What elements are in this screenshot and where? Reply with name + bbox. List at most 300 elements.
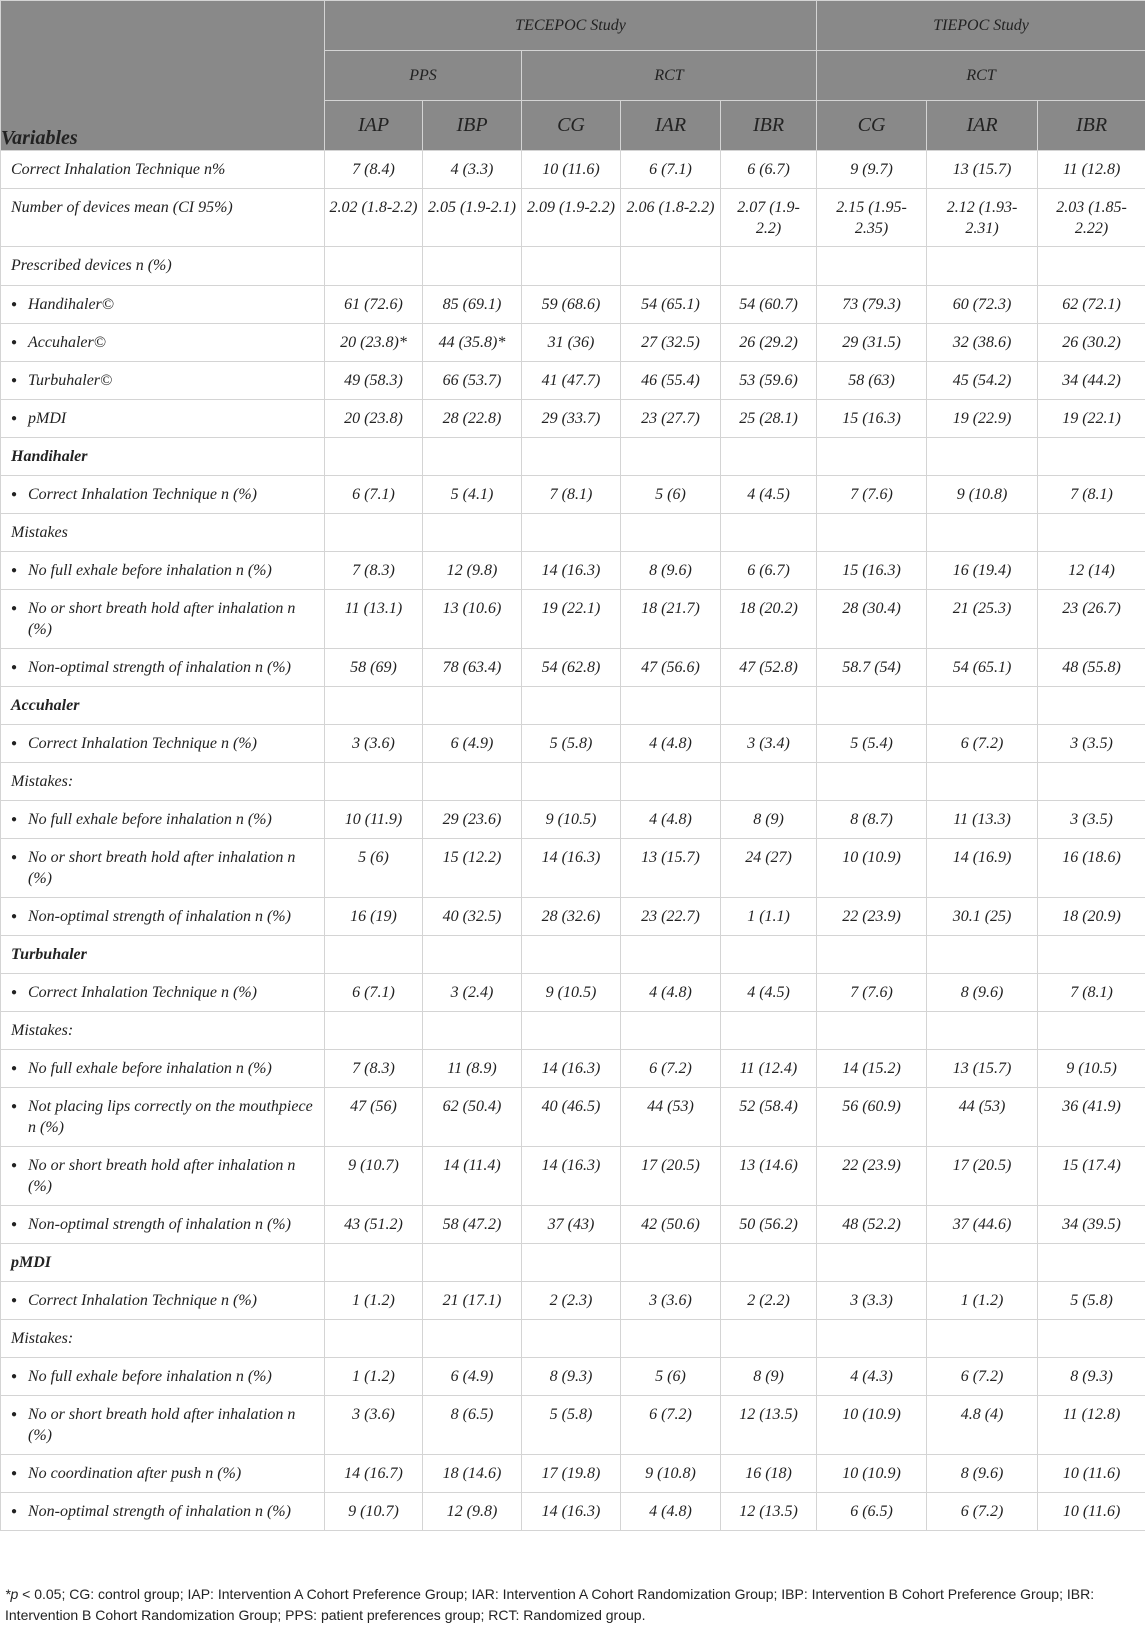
table-cell: 14 (11.4) — [423, 1147, 522, 1206]
table-cell: 14 (15.2) — [817, 1050, 927, 1088]
table-cell: 15 (17.4) — [1038, 1147, 1145, 1206]
table-cell: 48 (52.2) — [817, 1206, 927, 1244]
table-cell: 62 (72.1) — [1038, 286, 1145, 324]
table-cell — [522, 687, 621, 725]
table-row — [1, 839, 1145, 898]
table-cell: 2.02 (1.8-2.2) — [325, 189, 423, 247]
table-cell: 54 (65.1) — [621, 286, 721, 324]
table-cell: 22 (23.9) — [817, 898, 927, 936]
table-cell: 8 (6.5) — [423, 1396, 522, 1455]
table-cell: 8 (9.6) — [927, 1455, 1038, 1493]
table-cell: 7 (8.1) — [1038, 974, 1145, 1012]
table-cell — [927, 1012, 1038, 1050]
row-label: ● No full exhale before inhalation n (%) — [1, 552, 325, 590]
table-cell: 58.7 (54) — [817, 649, 927, 687]
table-cell: 11 (12.8) — [1038, 1396, 1145, 1455]
table-cell — [621, 763, 721, 801]
table-cell — [817, 1244, 927, 1282]
table-cell: 3 (3.6) — [621, 1282, 721, 1320]
row-label: ● No or short breath hold after inhalation n (%) — [1, 590, 325, 649]
table-cell: 5 (5.8) — [1038, 1282, 1145, 1320]
column-header-ibp — [423, 101, 522, 151]
table-cell — [927, 438, 1038, 476]
table-cell: 8 (9.6) — [927, 974, 1038, 1012]
table-cell — [721, 514, 817, 552]
table-cell: 48 (55.8) — [1038, 649, 1145, 687]
table-cell — [1038, 514, 1145, 552]
row-label: ● Accuhaler© — [1, 324, 325, 362]
table-cell: 16 (19.4) — [927, 552, 1038, 590]
table-cell: 19 (22.9) — [927, 400, 1038, 438]
table-row — [1, 974, 1145, 1012]
table-cell: 10 (11.6) — [1038, 1455, 1145, 1493]
table-cell — [817, 1320, 927, 1358]
table-cell: 16 (18) — [721, 1455, 817, 1493]
table-cell: 10 (10.9) — [817, 839, 927, 898]
table-cell — [927, 1320, 1038, 1358]
table-cell: 2.07 (1.9-2.2) — [721, 189, 817, 247]
row-label: ● Handihaler© — [1, 286, 325, 324]
table-cell — [721, 247, 817, 286]
table-cell: 47 (56) — [325, 1088, 423, 1147]
table-cell: 9 (10.5) — [1038, 1050, 1145, 1088]
table-cell: 6 (7.1) — [325, 974, 423, 1012]
column-header-cg — [522, 101, 621, 151]
table-cell: 73 (79.3) — [817, 286, 927, 324]
section-heading: Handihaler — [1, 438, 325, 476]
table-cell: 46 (55.4) — [621, 362, 721, 400]
table-cell: 12 (9.8) — [423, 1493, 522, 1531]
table-cell: 3 (3.6) — [325, 725, 423, 763]
row-label: ● Turbuhaler© — [1, 362, 325, 400]
column-header-cg — [817, 101, 927, 151]
table-cell — [621, 687, 721, 725]
table-row — [1, 189, 1145, 247]
subgroup-header-pps — [325, 51, 522, 101]
table-cell — [1038, 247, 1145, 286]
row-label: ● pMDI — [1, 400, 325, 438]
table-cell: 9 (10.7) — [325, 1493, 423, 1531]
table-cell: 30.1 (25) — [927, 898, 1038, 936]
table-cell: 44 (35.8)* — [423, 324, 522, 362]
table-cell: 37 (44.6) — [927, 1206, 1038, 1244]
table-cell: 10 (10.9) — [817, 1396, 927, 1455]
table-cell: 34 (44.2) — [1038, 362, 1145, 400]
table-cell: 18 (21.7) — [621, 590, 721, 649]
table-cell — [817, 687, 927, 725]
table-cell: 12 (13.5) — [721, 1396, 817, 1455]
table-cell: 14 (16.3) — [522, 1147, 621, 1206]
table-cell: 6 (4.9) — [423, 1358, 522, 1396]
table-cell — [1038, 1320, 1145, 1358]
table-cell: 6 (7.1) — [621, 151, 721, 189]
table-row — [1, 286, 1145, 324]
table-cell: 2.12 (1.93-2.31) — [927, 189, 1038, 247]
table-cell: 44 (53) — [927, 1088, 1038, 1147]
table-cell: 3 (3.5) — [1038, 801, 1145, 839]
table-cell: 43 (51.2) — [325, 1206, 423, 1244]
table-row — [1, 1282, 1145, 1320]
table-cell: 14 (16.3) — [522, 552, 621, 590]
table-cell — [927, 514, 1038, 552]
table-cell — [721, 936, 817, 974]
table-cell: 28 (22.8) — [423, 400, 522, 438]
table-cell: 26 (29.2) — [721, 324, 817, 362]
table-cell — [325, 936, 423, 974]
table-cell: 13 (15.7) — [927, 1050, 1038, 1088]
table-cell — [325, 1244, 423, 1282]
table-cell: 23 (22.7) — [621, 898, 721, 936]
table-cell — [423, 514, 522, 552]
table-footnote — [5, 1584, 1140, 1626]
table-cell: 28 (30.4) — [817, 590, 927, 649]
table-cell: 85 (69.1) — [423, 286, 522, 324]
table-cell: 7 (7.6) — [817, 974, 927, 1012]
table-cell: 44 (53) — [621, 1088, 721, 1147]
table-cell: 21 (25.3) — [927, 590, 1038, 649]
table-cell: 2 (2.2) — [721, 1282, 817, 1320]
table-cell: 15 (12.2) — [423, 839, 522, 898]
table-cell: 2.06 (1.8-2.2) — [621, 189, 721, 247]
table-cell: 1 (1.2) — [325, 1358, 423, 1396]
table-cell: 49 (58.3) — [325, 362, 423, 400]
table-row — [1, 247, 1145, 286]
column-header-label: IBR — [752, 114, 785, 136]
table-cell: 47 (52.8) — [721, 649, 817, 687]
table-cell — [817, 1012, 927, 1050]
row-label: Mistakes: — [1, 1320, 325, 1358]
table-cell — [621, 1320, 721, 1358]
table-cell: 7 (8.1) — [1038, 476, 1145, 514]
table-cell: 13 (14.6) — [721, 1147, 817, 1206]
column-header-iap — [325, 101, 423, 151]
table-cell: 13 (10.6) — [423, 590, 522, 649]
table-cell: 8 (9) — [721, 801, 817, 839]
table-row — [1, 514, 1145, 552]
table-cell: 5 (4.1) — [423, 476, 522, 514]
table-cell — [325, 514, 423, 552]
table-cell: 40 (32.5) — [423, 898, 522, 936]
table-cell: 45 (54.2) — [927, 362, 1038, 400]
table-cell: 14 (16.3) — [522, 1493, 621, 1531]
table-cell: 13 (15.7) — [927, 151, 1038, 189]
subgroup-header-tiepoc-rct-label: RCT — [966, 66, 996, 84]
table-cell: 62 (50.4) — [423, 1088, 522, 1147]
table-cell: 18 (20.2) — [721, 590, 817, 649]
table-cell: 60 (72.3) — [927, 286, 1038, 324]
row-label: Mistakes: — [1, 1012, 325, 1050]
table-cell — [721, 1320, 817, 1358]
table-cell: 14 (16.9) — [927, 839, 1038, 898]
row-label: Mistakes — [1, 514, 325, 552]
table-row — [1, 1358, 1145, 1396]
subgroup-header-tiepoc-rct — [817, 51, 1145, 101]
table-cell: 2.05 (1.9-2.1) — [423, 189, 522, 247]
table-cell: 6 (7.2) — [927, 1358, 1038, 1396]
table-cell: 18 (20.9) — [1038, 898, 1145, 936]
table-cell: 6 (6.5) — [817, 1493, 927, 1531]
table-cell: 24 (27) — [721, 839, 817, 898]
table-cell: 9 (10.8) — [621, 1455, 721, 1493]
table-cell: 15 (16.3) — [817, 400, 927, 438]
table-cell: 7 (8.3) — [325, 1050, 423, 1088]
table-cell: 17 (19.8) — [522, 1455, 621, 1493]
table-cell: 6 (7.2) — [621, 1396, 721, 1455]
table-cell: 9 (10.5) — [522, 974, 621, 1012]
table-cell: 34 (39.5) — [1038, 1206, 1145, 1244]
table-cell: 26 (30.2) — [1038, 324, 1145, 362]
table-cell: 3 (3.4) — [721, 725, 817, 763]
row-label: Number of devices mean (CI 95%) — [1, 189, 325, 247]
table-cell: 20 (23.8) — [325, 400, 423, 438]
table-cell — [423, 763, 522, 801]
row-label: ● Correct Inhalation Technique n (%) — [1, 974, 325, 1012]
table-cell: 15 (16.3) — [817, 552, 927, 590]
table-cell: 7 (7.6) — [817, 476, 927, 514]
column-header-label: IAR — [966, 114, 998, 136]
table-row — [1, 763, 1145, 801]
row-label: ● No full exhale before inhalation n (%) — [1, 1050, 325, 1088]
table-cell: 4 (4.3) — [817, 1358, 927, 1396]
table-cell: 7 (8.1) — [522, 476, 621, 514]
table-cell — [621, 936, 721, 974]
table-cell — [621, 1244, 721, 1282]
table-cell: 5 (5.4) — [817, 725, 927, 763]
table-cell: 3 (3.6) — [325, 1396, 423, 1455]
table-cell: 2 (2.3) — [522, 1282, 621, 1320]
table-cell: 58 (69) — [325, 649, 423, 687]
table-row — [1, 1147, 1145, 1206]
table-cell: 23 (26.7) — [1038, 590, 1145, 649]
table-row — [1, 552, 1145, 590]
table-cell: 11 (12.8) — [1038, 151, 1145, 189]
table-cell: 23 (27.7) — [621, 400, 721, 438]
row-label: ● No full exhale before inhalation n (%) — [1, 801, 325, 839]
table-cell: 7 (8.4) — [325, 151, 423, 189]
table-cell: 17 (20.5) — [621, 1147, 721, 1206]
table-cell: 3 (2.4) — [423, 974, 522, 1012]
table-row — [1, 438, 1145, 476]
row-label: ● Non-optimal strength of inhalation n (%) — [1, 1206, 325, 1244]
column-header-label: IAP — [357, 114, 390, 136]
table-cell — [621, 438, 721, 476]
table-row — [1, 1493, 1145, 1531]
table-cell — [522, 1244, 621, 1282]
table-cell: 5 (6) — [621, 476, 721, 514]
section-heading: Accuhaler — [1, 687, 325, 725]
table-cell: 14 (16.7) — [325, 1455, 423, 1493]
section-heading: Turbuhaler — [1, 936, 325, 974]
table-row — [1, 1320, 1145, 1358]
table-cell: 17 (20.5) — [927, 1147, 1038, 1206]
table-cell: 13 (15.7) — [621, 839, 721, 898]
table-cell — [927, 763, 1038, 801]
table-cell: 25 (28.1) — [721, 400, 817, 438]
table-cell: 7 (8.3) — [325, 552, 423, 590]
table-cell: 16 (19) — [325, 898, 423, 936]
table-cell — [1038, 1244, 1145, 1282]
study-header-tiepoc-label: TIEPOC Study — [933, 16, 1029, 34]
table-cell: 4 (4.5) — [721, 476, 817, 514]
table-cell: 54 (62.8) — [522, 649, 621, 687]
table-cell — [721, 763, 817, 801]
table-cell: 12 (14) — [1038, 552, 1145, 590]
table-cell: 19 (22.1) — [522, 590, 621, 649]
table-cell: 52 (58.4) — [721, 1088, 817, 1147]
row-label: ● Not placing lips correctly on the mouthpiece n (%) — [1, 1088, 325, 1147]
table-cell: 66 (53.7) — [423, 362, 522, 400]
table-cell — [621, 514, 721, 552]
table-cell — [423, 1244, 522, 1282]
table-row — [1, 1050, 1145, 1088]
column-header-label: CG — [557, 114, 585, 136]
table-cell — [721, 438, 817, 476]
table-cell — [817, 514, 927, 552]
table-cell — [721, 1244, 817, 1282]
table-row — [1, 362, 1145, 400]
table-cell: 4.8 (4) — [927, 1396, 1038, 1455]
table-row — [1, 687, 1145, 725]
table-cell: 29 (23.6) — [423, 801, 522, 839]
row-label: ● No or short breath hold after inhalation n (%) — [1, 1147, 325, 1206]
table-cell: 54 (65.1) — [927, 649, 1038, 687]
table-cell — [325, 247, 423, 286]
table-cell — [325, 687, 423, 725]
table-cell — [817, 247, 927, 286]
table-row — [1, 801, 1145, 839]
study-header-tiepoc — [817, 1, 1145, 51]
table-row — [1, 590, 1145, 649]
table-cell: 6 (7.1) — [325, 476, 423, 514]
row-label: ● Correct Inhalation Technique n (%) — [1, 725, 325, 763]
table-row — [1, 476, 1145, 514]
table-row — [1, 1206, 1145, 1244]
table-cell: 1 (1.1) — [721, 898, 817, 936]
table-row — [1, 400, 1145, 438]
table-cell: 37 (43) — [522, 1206, 621, 1244]
table-cell: 78 (63.4) — [423, 649, 522, 687]
table-cell: 28 (32.6) — [522, 898, 621, 936]
table-cell: 29 (33.7) — [522, 400, 621, 438]
table-cell: 5 (6) — [621, 1358, 721, 1396]
table-cell: 5 (6) — [325, 839, 423, 898]
table-cell: 6 (7.2) — [927, 1493, 1038, 1531]
column-header-ibr — [721, 101, 817, 151]
table-cell — [423, 1320, 522, 1358]
table-row — [1, 1396, 1145, 1455]
table-cell: 42 (50.6) — [621, 1206, 721, 1244]
table-cell: 4 (3.3) — [423, 151, 522, 189]
table-cell: 22 (23.9) — [817, 1147, 927, 1206]
table-cell: 40 (46.5) — [522, 1088, 621, 1147]
table-cell — [522, 514, 621, 552]
table-cell: 8 (9.3) — [522, 1358, 621, 1396]
table-cell: 3 (3.3) — [817, 1282, 927, 1320]
row-label: ● Correct Inhalation Technique n (%) — [1, 1282, 325, 1320]
row-label: Correct Inhalation Technique n% — [1, 151, 325, 189]
variables-header-label: Variables — [1, 127, 78, 149]
table-cell: 36 (41.9) — [1038, 1088, 1145, 1147]
row-label: Mistakes: — [1, 763, 325, 801]
table-cell: 53 (59.6) — [721, 362, 817, 400]
row-label: ● No full exhale before inhalation n (%) — [1, 1358, 325, 1396]
study-header-tecepoc — [325, 1, 817, 51]
table-cell: 41 (47.7) — [522, 362, 621, 400]
table-cell: 2.15 (1.95-2.35) — [817, 189, 927, 247]
table-cell: 10 (11.6) — [522, 151, 621, 189]
table-cell: 6 (6.7) — [721, 552, 817, 590]
table-cell — [522, 936, 621, 974]
table-cell: 56 (60.9) — [817, 1088, 927, 1147]
table-cell — [325, 763, 423, 801]
table-cell: 6 (7.2) — [927, 725, 1038, 763]
table-cell: 8 (9) — [721, 1358, 817, 1396]
table-cell: 59 (68.6) — [522, 286, 621, 324]
table-row — [1, 151, 1145, 189]
variables-header — [1, 1, 325, 151]
table-cell — [522, 1320, 621, 1358]
table-cell: 20 (23.8)* — [325, 324, 423, 362]
table-cell — [423, 438, 522, 476]
table-cell — [927, 936, 1038, 974]
subgroup-header-tecepoc-rct — [522, 51, 817, 101]
table-cell: 18 (14.6) — [423, 1455, 522, 1493]
table-cell: 8 (9.3) — [1038, 1358, 1145, 1396]
table-cell — [522, 247, 621, 286]
table-cell — [817, 438, 927, 476]
table-cell — [927, 247, 1038, 286]
table-cell: 4 (4.8) — [621, 1493, 721, 1531]
table-cell: 4 (4.8) — [621, 725, 721, 763]
table-cell — [522, 438, 621, 476]
table-cell: 1 (1.2) — [927, 1282, 1038, 1320]
table-cell — [325, 438, 423, 476]
table-cell: 14 (16.3) — [522, 1050, 621, 1088]
table-cell: 10 (11.9) — [325, 801, 423, 839]
table-cell: 12 (9.8) — [423, 552, 522, 590]
table-row — [1, 1012, 1145, 1050]
table-cell — [522, 763, 621, 801]
table-cell: 27 (32.5) — [621, 324, 721, 362]
table-cell — [423, 687, 522, 725]
table-cell: 16 (18.6) — [1038, 839, 1145, 898]
row-label: ● No or short breath hold after inhalation n (%) — [1, 1396, 325, 1455]
table-cell: 61 (72.6) — [325, 286, 423, 324]
table-row — [1, 725, 1145, 763]
subgroup-header-tecepoc-rct-label: RCT — [654, 66, 684, 84]
table-row — [1, 898, 1145, 936]
row-label: ● Correct Inhalation Technique n (%) — [1, 476, 325, 514]
table-cell: 10 (11.6) — [1038, 1493, 1145, 1531]
table-body — [1, 151, 1145, 1531]
table-cell: 29 (31.5) — [817, 324, 927, 362]
table-cell: 2.09 (1.9-2.2) — [522, 189, 621, 247]
table-cell: 4 (4.8) — [621, 974, 721, 1012]
table-row — [1, 649, 1145, 687]
table-cell — [1038, 438, 1145, 476]
column-header-label: IBR — [1076, 114, 1108, 136]
table-cell — [1038, 936, 1145, 974]
table-cell: 4 (4.5) — [721, 974, 817, 1012]
table-header — [1, 1, 1145, 151]
table-cell: 11 (12.4) — [721, 1050, 817, 1088]
table-cell — [325, 1320, 423, 1358]
table-cell: 50 (56.2) — [721, 1206, 817, 1244]
table-cell: 6 (7.2) — [621, 1050, 721, 1088]
table-cell — [423, 247, 522, 286]
subgroup-header-pps-label: PPS — [409, 66, 437, 84]
table-cell: 9 (10.5) — [522, 801, 621, 839]
